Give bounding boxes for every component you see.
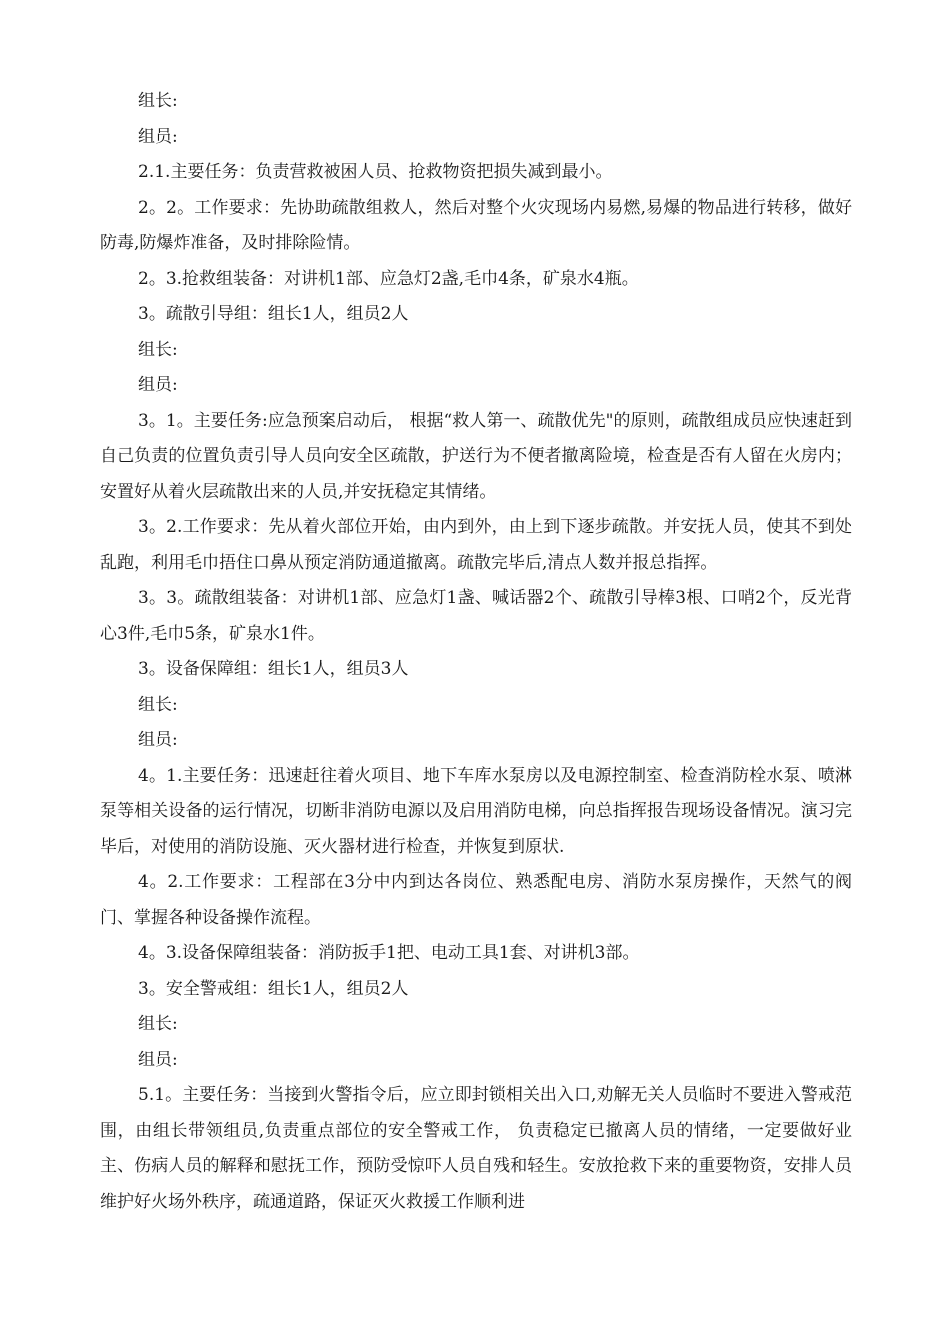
section-equipment-support-group-heading: 3。设备保障组：组长1人，组员3人 (138, 659, 409, 679)
paragraph-3-2-work-requirements: 3。2.工作要求：先从着火部位开始，由内到外，由上到下逐步疏散。并安抚人员，使其不到处乱跑，利用毛巾捂住口鼻从预定消防通道撤离。疏散完毕后,清点人数并报总指挥。 (100, 517, 852, 573)
paragraph-4-3-equipment-list: 4。3.设备保障组装备：消防扳手1把、电动工具1套、对讲机3部。 (138, 943, 640, 963)
paragraph-3-1-main-task: 3。1。主要任务:应急预案启动后， 根据“救人第一、疏散优先"的原则，疏散组成员应快速赶到自己负责的位置负责引导人员向安全区疏散，护送行为不便者撤离险境，检查是否有人留在火房内；安置好从着火层疏散出来的人员,并安抚稳定其情绪。 (100, 410, 852, 502)
paragraph-4-2-work-requirements: 4。2.工作要求：工程部在3分中内到达各岗位、熟悉配电房、消防水泵房操作，天然气的阀门、掌握各种设备操作流程。 (100, 872, 852, 928)
member-label: 组员: (138, 126, 178, 147)
member-label: 组员: (138, 375, 178, 395)
paragraph-2-3-rescue-equipment: 2。3.抢救组装备：对讲机1部、应急灯2盏,毛巾4条，矿泉水4瓶。 (138, 268, 639, 289)
leader-label: 组长: (138, 1014, 178, 1034)
section-security-cordon-group-heading: 3。安全警戒组：组长1人，组员2人 (138, 978, 409, 999)
member-label: 组员: (138, 1049, 178, 1070)
leader-label: 组长: (138, 694, 178, 715)
section-3-evacuation-group-heading: 3。疏散引导组：组长1人，组员2人 (138, 304, 409, 324)
paragraph-2-2-work-requirements: 2。2。工作要求：先协助疏散组救人，然后对整个火灾现场内易燃,易爆的物品进行转移，做好防毒,防爆炸准备，及时排除险情。 (100, 197, 852, 253)
document-body (100, 84, 852, 1220)
paragraph-5-1-main-task: 5.1。主要任务：当接到火警指令后，应立即封锁相关出入口,劝解无关人员临时不要进入警戒范围，由组长带领组员,负责重点部位的安全警戒工作， 负责稳定已撤离人员的情绪，一定要做好业主、伤病人员的解释和慰抚工作，预防受惊吓人员自残和轻生。安放抢救下来的重要物资，安排人员维护好火场外秩序，疏通道路，保证灭火救援工作顺利进 (100, 1085, 852, 1212)
paragraph-3-3-evacuation-equipment: 3。3。疏散组装备：对讲机1部、应急灯1盏、喊话器2个、疏散引导棒3根、口哨2个，反光背心3件,毛巾5条，矿泉水1件。 (100, 588, 852, 644)
member-label: 组员: (138, 730, 178, 750)
leader-label: 组长: (138, 91, 178, 111)
leader-label: 组长: (138, 339, 178, 360)
paragraph-2-1-main-task: 2.1.主要任务：负责营救被困人员、抢救物资把损失减到最小。 (138, 162, 613, 182)
paragraph-4-1-main-task: 4。1.主要任务：迅速赶往着火项目、地下车库水泵房以及电源控制室、检查消防栓水泵、喷淋泵等相关设备的运行情况，切断非消防电源以及启用消防电梯，向总指挥报告现场设备情况。演习完毕后，对使用的消防设施、灭火器材进行检查，并恢复到原状. (100, 765, 852, 857)
